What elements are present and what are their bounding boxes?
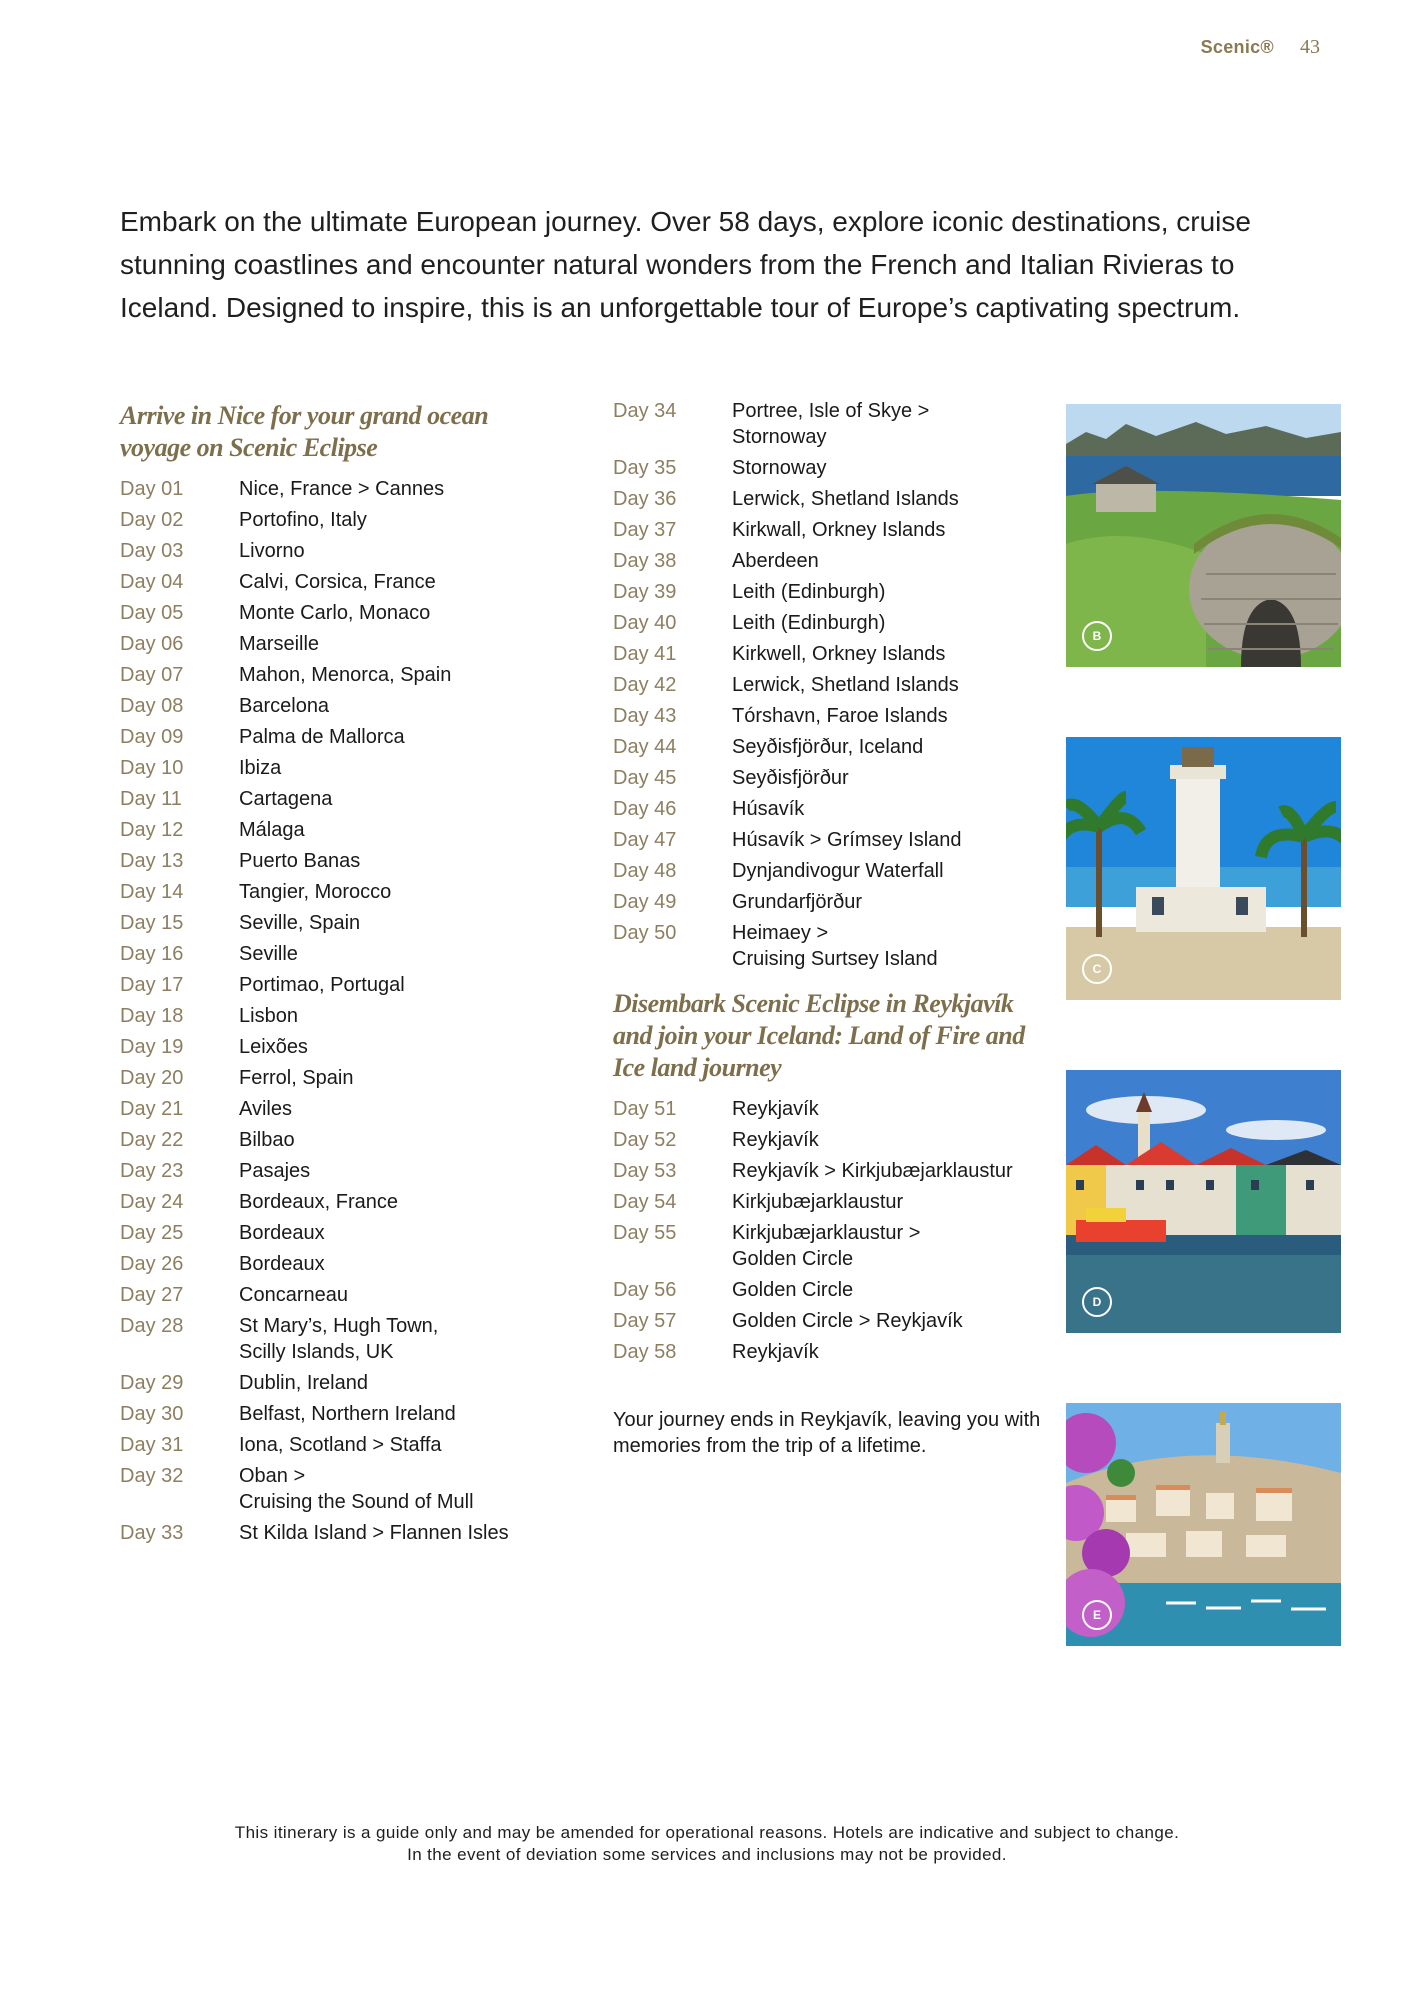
intro-paragraph: Embark on the ultimate European journey. Over 58 days, explore iconic destinations, cruise stunning coastlines and encounter natural wonders from the French and Italian Rivieras to Iceland. Designed to inspire, this is an unforgettable tour of Europe’s captivating spectrum. bbox=[120, 206, 1251, 323]
day-label: Day 38 bbox=[613, 550, 677, 572]
day-label: Day 52 bbox=[613, 1129, 677, 1151]
day-destination: Aviles bbox=[239, 1098, 292, 1120]
itinerary-row bbox=[120, 755, 560, 781]
photo-label-d: D bbox=[1082, 1287, 1112, 1317]
day-label: Day 45 bbox=[613, 767, 677, 789]
day-label: Day 55 bbox=[613, 1222, 677, 1244]
itinerary-list-1 bbox=[120, 476, 560, 1546]
section-title-arrive: Arrive in Nice for your grand ocean voyage on Scenic Eclipse bbox=[120, 401, 489, 462]
day-destination: Pasajes bbox=[239, 1160, 311, 1182]
day-destination: Portree, Isle of Skye > Stornoway bbox=[732, 400, 930, 448]
photo-label-c: C bbox=[1082, 954, 1112, 984]
day-destination: Concarneau bbox=[239, 1284, 348, 1306]
itinerary-list-2 bbox=[613, 398, 1053, 972]
day-destination: Ferrol, Spain bbox=[239, 1067, 354, 1089]
day-label: Day 21 bbox=[120, 1098, 184, 1120]
day-destination: Ibiza bbox=[239, 757, 282, 779]
itinerary-row bbox=[613, 579, 1053, 605]
day-destination: Dynjandivogur Waterfall bbox=[732, 860, 944, 882]
itinerary-row bbox=[120, 1282, 560, 1308]
itinerary-row bbox=[613, 703, 1053, 729]
disclaimer-line-2: In the event of deviation some services and inclusions may not be provided. bbox=[407, 1845, 1007, 1864]
page-number: 43 bbox=[1300, 36, 1320, 58]
day-destination: Tórshavn, Faroe Islands bbox=[732, 705, 948, 727]
itinerary-row bbox=[120, 848, 560, 874]
itinerary-row bbox=[613, 1339, 1053, 1365]
itinerary-row bbox=[613, 1277, 1053, 1303]
day-label: Day 39 bbox=[613, 581, 677, 603]
day-destination: Húsavík > Grímsey Island bbox=[732, 829, 962, 851]
day-destination: Golden Circle > Reykjavík bbox=[732, 1310, 963, 1332]
day-destination: Kirkwell, Orkney Islands bbox=[732, 643, 946, 665]
day-label: Day 44 bbox=[613, 736, 677, 758]
itinerary-row bbox=[120, 1370, 560, 1396]
itinerary-row bbox=[613, 858, 1053, 884]
day-label: Day 28 bbox=[120, 1315, 184, 1337]
itinerary-row bbox=[120, 507, 560, 533]
day-destination: Mahon, Menorca, Spain bbox=[239, 664, 452, 686]
day-destination: Lisbon bbox=[239, 1005, 298, 1027]
itinerary-column-2 bbox=[613, 398, 1053, 1459]
day-destination: Lerwick, Shetland Islands bbox=[732, 488, 959, 510]
day-label: Day 34 bbox=[613, 400, 677, 422]
day-destination: Leith (Edinburgh) bbox=[732, 581, 886, 603]
day-destination: Heimaey > Cruising Surtsey Island bbox=[732, 922, 938, 970]
itinerary-row bbox=[120, 1401, 560, 1427]
day-destination: Málaga bbox=[239, 819, 305, 841]
itinerary-row bbox=[613, 796, 1053, 822]
itinerary-row bbox=[613, 517, 1053, 543]
day-label: Day 12 bbox=[120, 819, 184, 841]
day-label: Day 05 bbox=[120, 602, 184, 624]
disclaimer bbox=[0, 1822, 1414, 1866]
itinerary-row bbox=[120, 1065, 560, 1091]
itinerary-row bbox=[613, 889, 1053, 915]
itinerary-row bbox=[613, 1220, 1053, 1272]
day-label: Day 13 bbox=[120, 850, 184, 872]
day-label: Day 51 bbox=[613, 1098, 677, 1120]
day-destination: Calvi, Corsica, France bbox=[239, 571, 436, 593]
brand-name: Scenic® bbox=[1200, 37, 1274, 57]
day-destination: St Kilda Island > Flannen Isles bbox=[239, 1522, 509, 1544]
itinerary-row bbox=[120, 1096, 560, 1122]
itinerary-row bbox=[120, 1432, 560, 1458]
day-label: Day 15 bbox=[120, 912, 184, 934]
itinerary-row bbox=[120, 1220, 560, 1246]
disclaimer-line-1: This itinerary is a guide only and may be amended for operational reasons. Hotels are indicative and subject to change. bbox=[234, 1823, 1180, 1842]
day-destination: Golden Circle bbox=[732, 1279, 854, 1301]
itinerary-list-3 bbox=[613, 1096, 1053, 1365]
itinerary-row bbox=[120, 569, 560, 595]
itinerary-row bbox=[120, 972, 560, 998]
itinerary-row bbox=[120, 1313, 560, 1365]
itinerary-row bbox=[613, 827, 1053, 853]
photo-label-e: E bbox=[1082, 1600, 1112, 1630]
day-label: Day 01 bbox=[120, 478, 184, 500]
day-label: Day 48 bbox=[613, 860, 677, 882]
itinerary-row bbox=[613, 548, 1053, 574]
itinerary-column-1 bbox=[120, 400, 560, 1551]
day-destination: Húsavík bbox=[732, 798, 805, 820]
day-label: Day 53 bbox=[613, 1160, 677, 1182]
day-label: Day 32 bbox=[120, 1465, 184, 1487]
day-destination: Kirkwall, Orkney Islands bbox=[732, 519, 946, 541]
day-destination: Iona, Scotland > Staffa bbox=[239, 1434, 442, 1456]
day-label: Day 02 bbox=[120, 509, 184, 531]
day-destination: Seville bbox=[239, 943, 298, 965]
day-label: Day 11 bbox=[120, 788, 182, 810]
itinerary-row bbox=[120, 1003, 560, 1029]
day-destination: Bordeaux bbox=[239, 1222, 325, 1244]
day-label: Day 14 bbox=[120, 881, 184, 903]
itinerary-row bbox=[613, 1127, 1053, 1153]
itinerary-row bbox=[120, 910, 560, 936]
itinerary-row bbox=[613, 486, 1053, 512]
itinerary-row bbox=[120, 786, 560, 812]
itinerary-row bbox=[613, 455, 1053, 481]
closing-note: Your journey ends in Reykjavík, leaving you with memories from the trip of a lifetime. bbox=[613, 1409, 1041, 1457]
itinerary-row bbox=[613, 1308, 1053, 1334]
day-label: Day 16 bbox=[120, 943, 184, 965]
day-label: Day 47 bbox=[613, 829, 677, 851]
itinerary-row bbox=[120, 1189, 560, 1215]
day-destination: Reykjavík > Kirkjubæjarklaustur bbox=[732, 1160, 1013, 1182]
day-destination: Portofino, Italy bbox=[239, 509, 367, 531]
day-destination: Belfast, Northern Ireland bbox=[239, 1403, 456, 1425]
day-label: Day 35 bbox=[613, 457, 677, 479]
day-label: Day 40 bbox=[613, 612, 677, 634]
day-label: Day 09 bbox=[120, 726, 184, 748]
itinerary-row bbox=[613, 734, 1053, 760]
itinerary-row bbox=[613, 1096, 1053, 1122]
day-destination: Kirkjubæjarklaustur bbox=[732, 1191, 904, 1213]
day-destination: Cartagena bbox=[239, 788, 333, 810]
itinerary-row bbox=[120, 693, 560, 719]
section-title-disembark: Disembark Scenic Eclipse in Reykjavík and join your Iceland: Land of Fire and Ice land journey bbox=[613, 989, 1025, 1082]
day-label: Day 30 bbox=[120, 1403, 184, 1425]
day-label: Day 37 bbox=[613, 519, 677, 541]
itinerary-row bbox=[120, 1251, 560, 1277]
day-destination: Palma de Mallorca bbox=[239, 726, 405, 748]
day-destination: Oban > Cruising the Sound of Mull bbox=[239, 1465, 474, 1513]
itinerary-row bbox=[120, 724, 560, 750]
day-label: Day 46 bbox=[613, 798, 677, 820]
itinerary-row bbox=[613, 398, 1053, 450]
day-destination: Leith (Edinburgh) bbox=[732, 612, 886, 634]
day-destination: Lerwick, Shetland Islands bbox=[732, 674, 959, 696]
itinerary-row bbox=[613, 765, 1053, 791]
itinerary-row bbox=[120, 1034, 560, 1060]
day-destination: Marseille bbox=[239, 633, 320, 655]
day-destination: Reykjavík bbox=[732, 1098, 819, 1120]
itinerary-row bbox=[613, 641, 1053, 667]
day-label: Day 17 bbox=[120, 974, 184, 996]
day-destination: Reykjavík bbox=[732, 1341, 819, 1363]
itinerary-row bbox=[120, 662, 560, 688]
day-destination: Leixões bbox=[239, 1036, 308, 1058]
day-label: Day 20 bbox=[120, 1067, 184, 1089]
itinerary-row bbox=[120, 1463, 560, 1515]
day-destination: Puerto Banas bbox=[239, 850, 361, 872]
day-destination: Seyðisfjörður, Iceland bbox=[732, 736, 924, 758]
day-label: Day 04 bbox=[120, 571, 184, 593]
day-destination: Livorno bbox=[239, 540, 305, 562]
day-label: Day 57 bbox=[613, 1310, 677, 1332]
day-destination: Bilbao bbox=[239, 1129, 295, 1151]
day-label: Day 03 bbox=[120, 540, 184, 562]
day-destination: Monte Carlo, Monaco bbox=[239, 602, 431, 624]
day-label: Day 29 bbox=[120, 1372, 184, 1394]
day-label: Day 07 bbox=[120, 664, 184, 686]
itinerary-row bbox=[613, 610, 1053, 636]
day-label: Day 22 bbox=[120, 1129, 184, 1151]
itinerary-row bbox=[120, 1158, 560, 1184]
day-destination: Barcelona bbox=[239, 695, 330, 717]
day-label: Day 33 bbox=[120, 1522, 184, 1544]
day-label: Day 27 bbox=[120, 1284, 184, 1306]
day-destination: Reykjavík bbox=[732, 1129, 819, 1151]
photo-harbour-houses bbox=[1066, 1070, 1341, 1333]
itinerary-row bbox=[120, 1520, 560, 1546]
day-destination: Seville, Spain bbox=[239, 912, 361, 934]
day-destination: Kirkjubæjarklaustur > Golden Circle bbox=[732, 1222, 921, 1270]
day-label: Day 10 bbox=[120, 757, 184, 779]
itinerary-row bbox=[120, 1127, 560, 1153]
day-label: Day 58 bbox=[613, 1341, 677, 1363]
day-label: Day 19 bbox=[120, 1036, 184, 1058]
itinerary-row bbox=[613, 672, 1053, 698]
day-label: Day 49 bbox=[613, 891, 677, 913]
day-destination: Stornoway bbox=[732, 457, 827, 479]
itinerary-row bbox=[120, 941, 560, 967]
day-label: Day 23 bbox=[120, 1160, 184, 1182]
day-label: Day 41 bbox=[613, 643, 677, 665]
day-label: Day 06 bbox=[120, 633, 184, 655]
day-destination: Tangier, Morocco bbox=[239, 881, 392, 903]
itinerary-row bbox=[120, 476, 560, 502]
itinerary-row bbox=[120, 879, 560, 905]
day-destination: Bordeaux, France bbox=[239, 1191, 398, 1213]
day-label: Day 54 bbox=[613, 1191, 677, 1213]
photo-stone-hut bbox=[1066, 404, 1341, 667]
day-label: Day 25 bbox=[120, 1222, 184, 1244]
day-destination: Aberdeen bbox=[732, 550, 819, 572]
day-label: Day 24 bbox=[120, 1191, 184, 1213]
day-label: Day 50 bbox=[613, 922, 677, 944]
photo-lighthouse bbox=[1066, 737, 1341, 1000]
day-destination: Nice, France > Cannes bbox=[239, 478, 445, 500]
page-header bbox=[1201, 36, 1320, 59]
day-label: Day 26 bbox=[120, 1253, 184, 1275]
day-label: Day 43 bbox=[613, 705, 677, 727]
photo-label-b: B bbox=[1082, 621, 1112, 651]
day-label: Day 08 bbox=[120, 695, 184, 717]
itinerary-row bbox=[120, 600, 560, 626]
itinerary-row bbox=[120, 817, 560, 843]
day-destination: Seyðisfjörður bbox=[732, 767, 849, 789]
day-label: Day 56 bbox=[613, 1279, 677, 1301]
itinerary-row bbox=[613, 920, 1053, 972]
day-destination: Grundarfjörður bbox=[732, 891, 863, 913]
itinerary-row bbox=[613, 1189, 1053, 1215]
day-destination: Dublin, Ireland bbox=[239, 1372, 368, 1394]
day-destination: Portimao, Portugal bbox=[239, 974, 405, 996]
photo-marina-town bbox=[1066, 1403, 1341, 1646]
day-label: Day 18 bbox=[120, 1005, 184, 1027]
day-label: Day 42 bbox=[613, 674, 677, 696]
itinerary-row bbox=[120, 631, 560, 657]
itinerary-row bbox=[120, 538, 560, 564]
day-destination: St Mary’s, Hugh Town, Scilly Islands, UK bbox=[239, 1315, 439, 1363]
day-label: Day 31 bbox=[120, 1434, 184, 1456]
day-label: Day 36 bbox=[613, 488, 677, 510]
day-destination: Bordeaux bbox=[239, 1253, 325, 1275]
itinerary-row bbox=[613, 1158, 1053, 1184]
